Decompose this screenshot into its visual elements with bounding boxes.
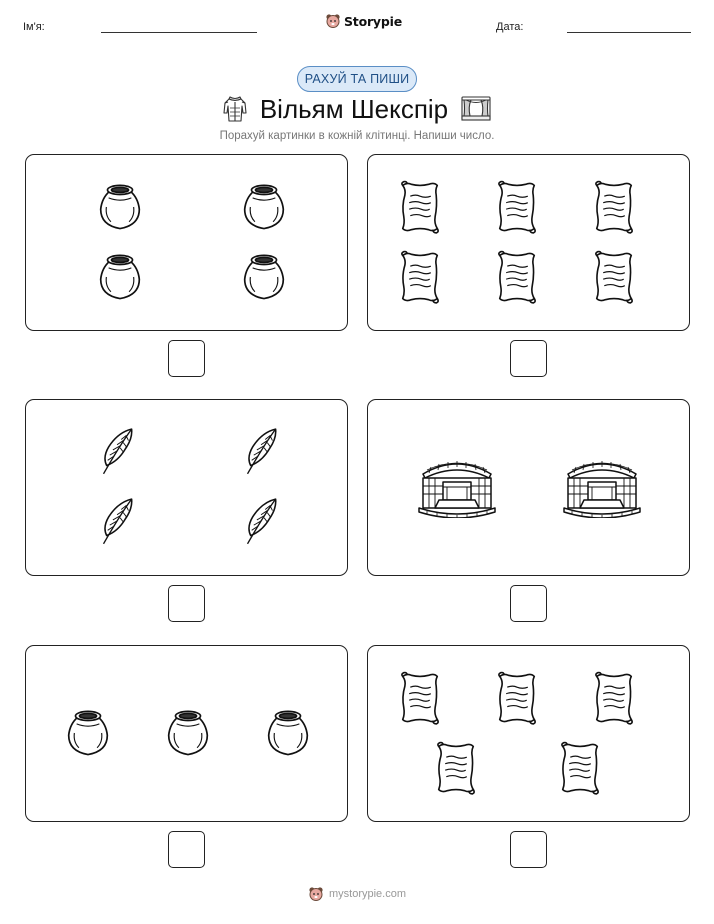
count-panel: [367, 154, 690, 331]
scroll-icon: [398, 250, 442, 304]
scroll-icon: [495, 180, 539, 234]
answer-box[interactable]: [510, 585, 547, 622]
pot-icon: [241, 252, 287, 302]
date-line[interactable]: [567, 32, 691, 33]
scroll-icon: [434, 741, 478, 795]
answer-box[interactable]: [510, 831, 547, 868]
answer-box[interactable]: [168, 585, 205, 622]
scroll-icon: [592, 180, 636, 234]
globe-theatre-icon: [562, 456, 642, 518]
page-title: Вільям Шекспір: [259, 93, 449, 124]
theatre-stage-icon: [460, 95, 492, 123]
quill-icon: [95, 426, 137, 478]
scroll-icon: [592, 671, 636, 725]
quill-icon: [239, 426, 281, 478]
count-panel: [25, 399, 348, 576]
scroll-icon: [398, 671, 442, 725]
count-panel: [25, 645, 348, 822]
scroll-icon: [558, 741, 602, 795]
pot-icon: [265, 708, 311, 758]
brand-name: Storypie: [344, 13, 402, 29]
pot-icon: [65, 708, 111, 758]
answer-box[interactable]: [510, 340, 547, 377]
name-line[interactable]: [101, 32, 257, 33]
scroll-icon: [398, 180, 442, 234]
count-panel: [367, 399, 690, 576]
footer-url: mystorypie.com: [328, 888, 407, 900]
date-label: Дата:: [496, 21, 524, 33]
pot-icon: [97, 182, 143, 232]
pot-icon: [97, 252, 143, 302]
quill-icon: [239, 496, 281, 548]
title-row: [0, 92, 714, 126]
doublet-costume-icon: [222, 94, 248, 124]
storypie-mascot-icon: [325, 13, 341, 29]
activity-badge: РАХУЙ ТА ПИШИ: [297, 66, 417, 92]
scroll-icon: [495, 671, 539, 725]
answer-box[interactable]: [168, 340, 205, 377]
footer: [0, 886, 714, 902]
storypie-mascot-icon: [308, 886, 324, 902]
pot-icon: [241, 182, 287, 232]
count-panel: [367, 645, 690, 822]
scroll-icon: [592, 250, 636, 304]
instruction-text: Порахуй картинки в кожній клітинці. Напиши число.: [219, 130, 495, 142]
pot-icon: [165, 708, 211, 758]
count-panel: [25, 154, 348, 331]
globe-theatre-icon: [417, 456, 497, 518]
brand-logo: [325, 13, 402, 29]
quill-icon: [95, 496, 137, 548]
scroll-icon: [495, 250, 539, 304]
answer-box[interactable]: [168, 831, 205, 868]
name-label: Ім'я:: [23, 21, 45, 33]
